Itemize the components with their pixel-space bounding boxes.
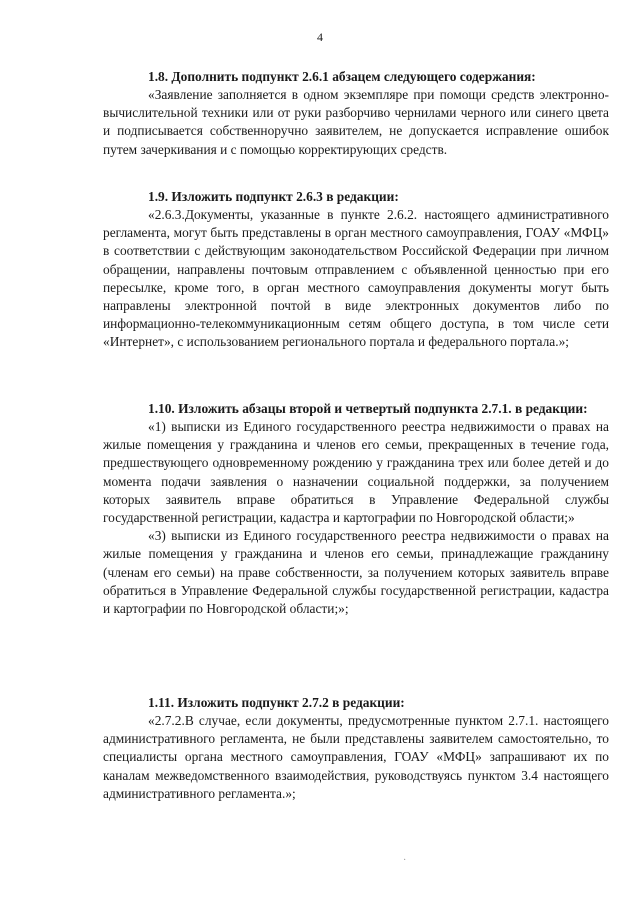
section-heading: 1.11. Изложить подпункт 2.7.2 в редакции: — [148, 695, 405, 710]
section-heading: 1.9. Изложить подпункт 2.6.3 в редакции: — [148, 189, 399, 204]
section-paragraph: «Заявление заполняется в одном экземпляре при помощи средств электронно-вычислительной техники или от руки разборчиво чернилами черного или синего цвета и подписывается собственноручно заявителем, не допускается исправление ошибок путем зачеркивания и с помощью корректирующих средств. — [103, 87, 609, 157]
section-heading: 1.10. Изложить абзацы второй и четвертый подпункта 2.7.1. в редакции: — [148, 401, 588, 416]
section-1-11 — [103, 694, 609, 803]
section-1-8 — [103, 68, 609, 159]
scan-mark: · — [403, 855, 407, 866]
section-paragraph: «3) выписки из Единого государственного реестра недвижимости о правах на жилые помещения у гражданина и членов его семьи, принадлежащие гражданину (членам его семьи) на праве собственности, за получением которых заявитель вправе обратиться в Управление Федеральной службы государственной регистрации, кадастра и картографии по Новгородской области;»; — [103, 528, 609, 617]
section-1-9 — [103, 188, 609, 352]
section-1-10 — [103, 400, 609, 618]
section-heading: 1.8. Дополнить подпункт 2.6.1 абзацем следующего содержания: — [148, 69, 536, 84]
section-paragraph: «2.7.2.В случае, если документы, предусмотренные пунктом 2.7.1. настоящего административного регламента, не были представлены заявителем самостоятельно, то специалисты органа местного самоуправления, ГОАУ «МФЦ» запрашивают их по каналам межведомственного взаимодействия, руководствуясь пунктом 3.4 настоящего административного регламента.»; — [103, 713, 609, 801]
section-paragraph: «1) выписки из Единого государственного реестра недвижимости о правах на жилые помещения у гражданина и членов его семьи, прекращенных в течение года, предшествующего одновременному рождению у гражданина трех или более детей и до момента подачи заявления о назначении социальной поддержки, за получением которых заявитель вправе обратиться в Управление Федеральной службы государственной регистрации, кадастра и картографии по Новгородской области;» — [103, 419, 609, 526]
page-number: 4 — [317, 30, 323, 44]
section-paragraph: «2.6.3.Документы, указанные в пункте 2.6.2. настоящего административного регламента, могут быть представлены в орган местного самоуправления, ГОАУ «МФЦ» в соответствии с действующим законодательством Российской Федерации при личном обращении, направлены почтовым отправлением с объявленной ценностью при его пересылке, кроме того, в орган местного самоуправления документы могут быть направлены электронной почтой в виде электронных документов либо по информационно-телекоммуникационным сетям общего доступа, в том числе сети «Интернет», с использованием регионального портала и федерального портала.»; — [103, 207, 609, 350]
